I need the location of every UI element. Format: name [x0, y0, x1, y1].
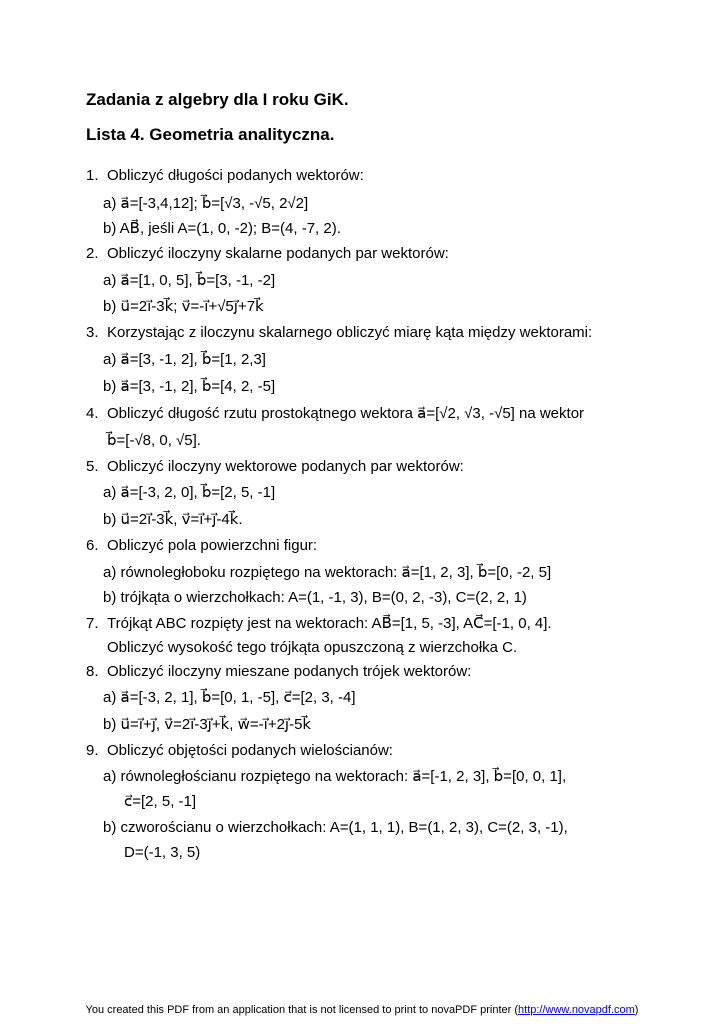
- item-number: 1.: [86, 167, 99, 184]
- item-number: 3.: [86, 324, 99, 341]
- footer-end: ): [634, 1004, 639, 1016]
- item-text: Korzystając z iloczynu skalarnego obliczyć miarę kąta między wektorami:: [107, 324, 593, 341]
- item-number: 5.: [86, 458, 99, 475]
- sub-item: a) a⃗=[-3, 2, 1], b⃗=[0, 1, -5], c⃗=[2, 3, -4]: [103, 689, 356, 706]
- item-text: Trójkąt ABC rozpięty jest na wektorach: AB⃗=[1, 5, -3], AC⃗=[-1, 0, 4].: [107, 615, 552, 632]
- sub-item: a) równoległościanu rozpiętego na wektorach: a⃗=[-1, 2, 3], b⃗=[0, 0, 1],: [103, 768, 567, 785]
- item-text: Obliczyć iloczyny skalarne podanych par wektorów:: [107, 245, 449, 262]
- footer-text: You created this PDF from an application that is not licensed to print to novaPDF printer (: [85, 1004, 519, 1016]
- document-title: Zadania z algebry dla I roku GiK.: [86, 90, 349, 109]
- sub-item: a) a⃗=[3, -1, 2], b⃗=[1, 2,3]: [103, 351, 266, 368]
- item-text: Obliczyć pola powierzchni figur:: [107, 537, 318, 554]
- sub-item-continuation: c⃗=[2, 5, -1]: [124, 793, 197, 810]
- item-number: 9.: [86, 742, 99, 759]
- sub-item: b) a⃗=[3, -1, 2], b⃗=[4, 2, -5]: [103, 378, 276, 395]
- item-text: Obliczyć iloczyny mieszane podanych trójek wektorów:: [107, 663, 472, 680]
- footer-notice: [0, 1004, 724, 1016]
- sub-item: b) u⃗=2i⃗-3k⃗; v⃗=-i⃗+√5j⃗+7k⃗: [103, 298, 264, 315]
- item-number: 7.: [86, 615, 99, 632]
- list-title: Lista 4. Geometria analityczna.: [86, 125, 335, 144]
- sub-item: b) trójkąta o wierzchołkach: A=(1, -1, 3), B=(0, 2, -3), C=(2, 2, 1): [103, 589, 527, 606]
- sub-item: a) a⃗=[-3,4,12]; b⃗=[√3, -√5, 2√2]: [103, 195, 309, 212]
- item-text: Obliczyć długości podanych wektorów:: [107, 167, 364, 184]
- item-text: Obliczyć długość rzutu prostokątnego wektora a⃗=[√2, √3, -√5] na wektor: [107, 405, 585, 422]
- item-text: Obliczyć objętości podanych wielościanów:: [107, 742, 393, 759]
- sub-item: a) a⃗=[1, 0, 5], b⃗=[3, -1, -2]: [103, 272, 276, 289]
- sub-item: b) u⃗=i⃗+j⃗, v⃗=2i⃗-3j⃗+k⃗, w⃗=-i⃗+2j⃗-5k⃗: [103, 716, 312, 733]
- footer-link[interactable]: http://www.novapdf.com: [518, 1004, 635, 1016]
- item-number: 2.: [86, 245, 99, 262]
- item-text: Obliczyć iloczyny wektorowe podanych par wektorów:: [107, 458, 464, 475]
- item-continuation: Obliczyć wysokość tego trójkąta opuszczoną z wierzchołka C.: [107, 639, 518, 656]
- sub-item: a) równoległoboku rozpiętego na wektorach: a⃗=[1, 2, 3], b⃗=[0, -2, 5]: [103, 564, 552, 581]
- item-number: 8.: [86, 663, 99, 680]
- sub-item: b) u⃗=2i⃗-3k⃗, v⃗=i⃗+j⃗-4k⃗.: [103, 511, 243, 528]
- item-number: 4.: [86, 405, 99, 422]
- item-number: 6.: [86, 537, 99, 554]
- item-continuation: b⃗=[-√8, 0, √5].: [107, 432, 201, 449]
- sub-item: a) a⃗=[-3, 2, 0], b⃗=[2, 5, -1]: [103, 484, 276, 501]
- sub-item-continuation: D=(-1, 3, 5): [124, 844, 201, 861]
- sub-item: b) czworościanu o wierzchołkach: A=(1, 1, 1), B=(1, 2, 3), C=(2, 3, -1),: [103, 819, 568, 836]
- sub-item: b) AB⃗, jeśli A=(1, 0, -2); B=(4, -7, 2).: [103, 220, 341, 237]
